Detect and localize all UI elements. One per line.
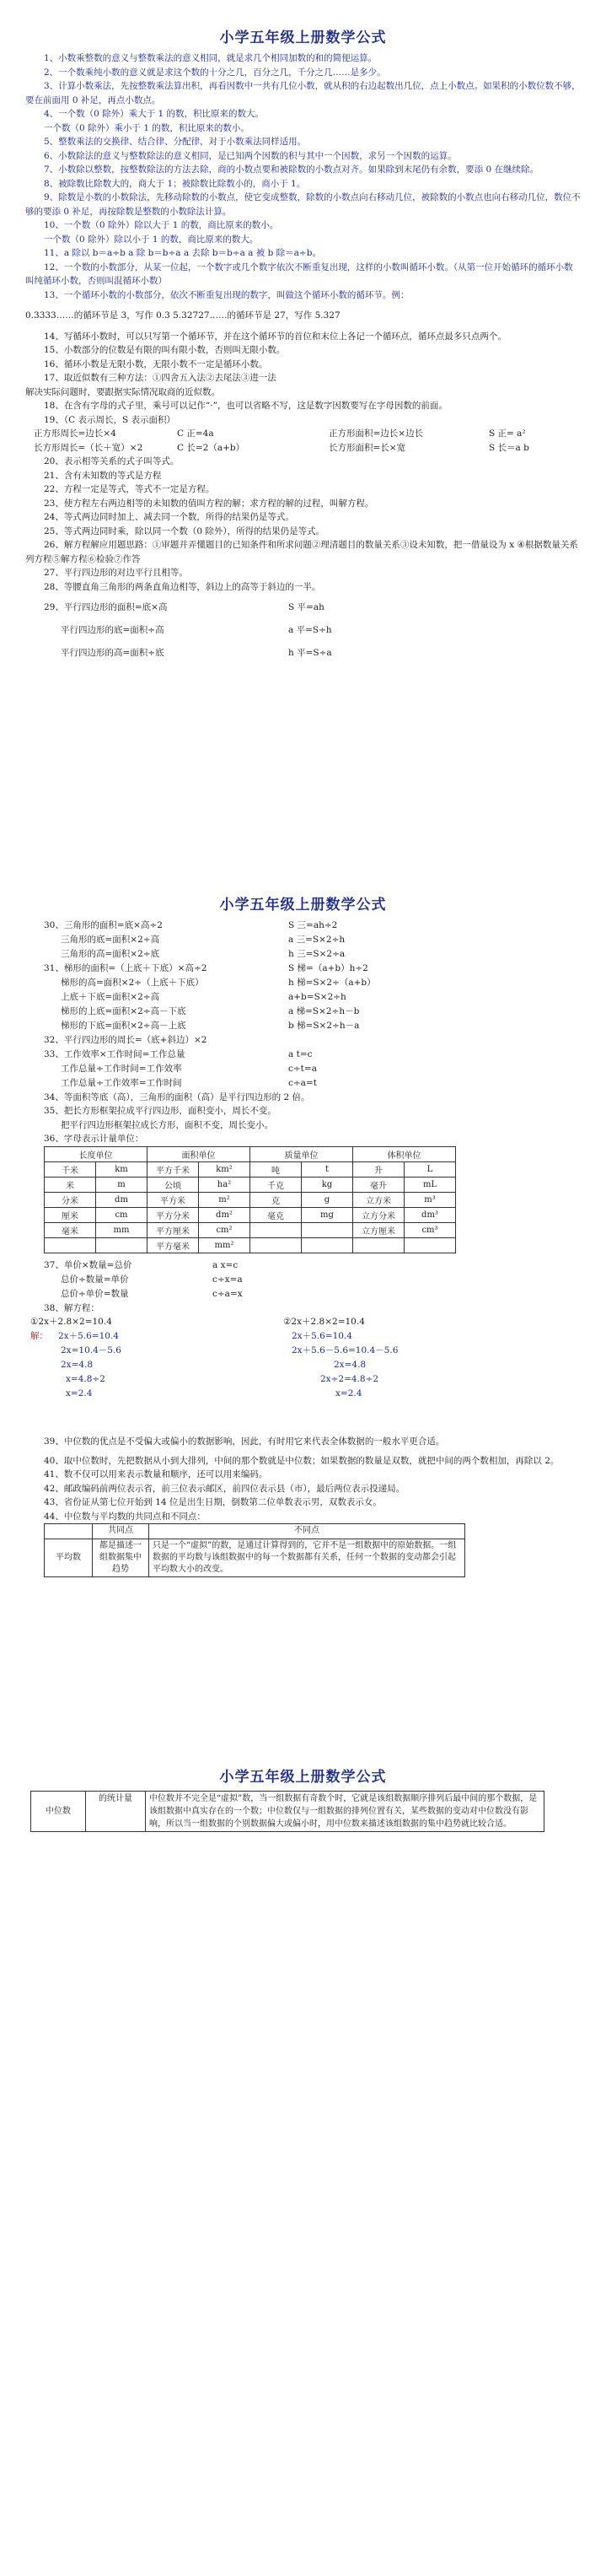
page-title: 小学五年级上册数学公式 bbox=[219, 1769, 387, 1786]
table-cell: mL bbox=[405, 1177, 456, 1192]
item-41: 41、数不仅可以用来表示数量和顺序，还可以用来编码。 bbox=[44, 1469, 268, 1479]
item-24: 24、等式两边同时加上、减去同一个数，所得的结果仍是等式。 bbox=[44, 512, 294, 522]
table-header: 体积单位 bbox=[353, 1146, 456, 1161]
item-27: 27、平行四边形的对边平行且相等。 bbox=[44, 568, 188, 578]
item-11: 11、a 除以 b＝a÷b a 除 b＝b÷a a 去除 b＝b÷a a 被 b 除＝a÷b。 bbox=[44, 248, 321, 258]
equation-step: 2x=4.8 bbox=[334, 1360, 367, 1370]
item-21: 21、含有未知数的等式是方程 bbox=[44, 470, 162, 481]
item-38: 38、解方程： bbox=[44, 1302, 99, 1313]
formula-text: c÷x=a bbox=[212, 1274, 243, 1285]
table-cell: 立方米 bbox=[353, 1192, 405, 1207]
item-1: 1、小数乘整数的意义与整数乘法的意义相同，就是求几个相同加数的和的简便运算。 bbox=[44, 53, 378, 63]
formula-row bbox=[0, 646, 606, 660]
table-cell: ha² bbox=[199, 1177, 250, 1192]
item-12: 12、一个数的小数部分，从某一位起，一个数字或几个数字依次不断重复出现，这样的小数叫循环小数。（从第一位开始循环的循环小数叫纯循环小数，否则叫混循环小数） bbox=[25, 261, 573, 286]
table-cell: cm bbox=[96, 1207, 147, 1222]
formula-text: 平行四边形的高=面积÷底 bbox=[61, 648, 164, 658]
formula-text: 三角形的高=面积×2÷底 bbox=[61, 949, 160, 959]
table-cell: 平方分米 bbox=[147, 1207, 199, 1222]
item-42: 42、邮政编码前两位表示省，前三位表示邮区，前四位表示县（市），最后两位表示投递局。 bbox=[44, 1483, 405, 1494]
formula-row bbox=[0, 990, 606, 1005]
formula-text: S 三=ah÷2 bbox=[288, 920, 338, 930]
table-cell: dm² bbox=[199, 1207, 250, 1222]
table-cell: cm³ bbox=[405, 1222, 456, 1237]
equation-step: 2x＋5.6=10.4 bbox=[58, 1331, 119, 1341]
formula-row bbox=[0, 933, 606, 947]
table-header: 长度单位 bbox=[45, 1146, 147, 1161]
table-cell bbox=[302, 1237, 353, 1253]
item-26: 26、解方程解应用题思路：①审题并弄懂题目的已知条件和所求问题②理清题目的数量关系③设未知数，把一借量设为 x ④根据数量关系列方程⑤解方程⑥检验⑦作答 bbox=[25, 540, 578, 564]
item-34: 34、等面积等底（高），三角形的面积（高）是平行四边形的 2 倍。 bbox=[44, 1091, 310, 1102]
table-cell: 立方厘米 bbox=[353, 1222, 405, 1237]
formula-text: S 梯=（a+b）h÷2 bbox=[288, 963, 368, 973]
item-22: 22、方程一定是等式，等式不一定是方程。 bbox=[44, 484, 215, 494]
formula-text: a+b=S×2÷h bbox=[288, 992, 346, 1002]
table-cell: 的统计量 bbox=[86, 1792, 146, 1832]
equation-solutions bbox=[0, 1315, 606, 1401]
table-header: 面积单位 bbox=[147, 1146, 250, 1161]
solution-label: 解： bbox=[30, 1331, 48, 1341]
item-23: 23、使方程左右两边相等的未知数的值叫方程的解；求方程的解的过程，叫解方程。 bbox=[44, 498, 374, 509]
table-row bbox=[45, 1177, 456, 1192]
formula-text: 29、平行四边形的面积=底×高 bbox=[44, 602, 168, 612]
formula-text: S 长＝a b bbox=[489, 442, 529, 453]
equation-step: 2x＋5.6－5.6=10.4－5.6 bbox=[292, 1345, 399, 1355]
formula-text: 总价÷数量=单价 bbox=[61, 1274, 129, 1285]
table-cell: 毫克 bbox=[250, 1207, 302, 1222]
formula-row bbox=[0, 947, 606, 962]
table-cell: 升 bbox=[353, 1161, 405, 1177]
formula-row bbox=[0, 919, 606, 933]
formula-text: h 平=S÷a bbox=[288, 648, 332, 658]
table-header-row bbox=[45, 1146, 456, 1161]
formula-text: a 平=S÷h bbox=[288, 625, 332, 635]
equation-step: 2x=10.4－5.6 bbox=[61, 1345, 121, 1355]
example-line: 0.3333……的循环节是 3，写作 0.3 5.32727……的循环节是 27，写作 5.327 bbox=[25, 310, 341, 321]
item-39: 39、中位数的优点是不受偏大或偏小的数据影响，因此，有时用它来代表全体数据的一般水平更合适。 bbox=[44, 1436, 445, 1447]
table-cell: 平方毫米 bbox=[147, 1237, 199, 1253]
formula-text: a t=c bbox=[288, 1048, 313, 1059]
equation-step: 2x＋5.6=10.4 bbox=[292, 1331, 352, 1341]
formula-text: 平行四边形的底=面积÷高 bbox=[61, 625, 164, 635]
table-header: 共同点 bbox=[93, 1524, 149, 1539]
formula-text: a x=c bbox=[212, 1259, 239, 1270]
item-2: 2、一个数乘纯小数的意义就是求这个数的十分之几，百分之几，千分之几……是多少。 bbox=[44, 67, 386, 78]
formula-row bbox=[0, 1076, 606, 1091]
formula-text: C 正=4a bbox=[177, 428, 214, 439]
formula-text: h 梯=S×2÷（a+b） bbox=[288, 978, 376, 988]
table-cell: dm bbox=[96, 1192, 147, 1207]
table-cell: 毫米 bbox=[45, 1222, 96, 1237]
formula-text: 工作总量÷工作效率=工作时间 bbox=[61, 1077, 182, 1088]
table-cell: g bbox=[302, 1192, 353, 1207]
table-cell: 米 bbox=[45, 1177, 96, 1192]
formula-text: 37、单价×数量=总价 bbox=[44, 1259, 132, 1270]
item-4: 4、一个数（0 除外）乘大于 1 的数，积比原来的数大。 bbox=[44, 109, 265, 119]
formula-row bbox=[0, 441, 606, 455]
table-cell: kg bbox=[302, 1177, 353, 1192]
item-5: 5、整数乘法的交换律、结合律、分配律，对于小数乘法同样适用。 bbox=[44, 137, 307, 147]
item-36: 36、字母表示计量单位： bbox=[44, 1134, 144, 1144]
table-cell bbox=[45, 1237, 96, 1253]
formula-row bbox=[0, 1273, 606, 1287]
formula-text: 梯形的上底=面积×2÷高－下底 bbox=[61, 1006, 186, 1016]
table-cell bbox=[405, 1237, 456, 1253]
equation-1 bbox=[30, 1315, 283, 1401]
formula-text: 长方形周长=（长＋宽）×2 bbox=[34, 442, 143, 453]
formula-text: 33、工作效率×工作时间=工作总量 bbox=[44, 1048, 185, 1059]
formula-row bbox=[0, 427, 606, 441]
formula-row bbox=[0, 1019, 606, 1033]
formula-text: 长方形面积=长×宽 bbox=[329, 442, 406, 453]
formula-text: S 正= a² bbox=[489, 428, 526, 439]
table-cell: 中位数并不完全是“虚拟”数，当一组数据有奇数个时，它就是该组数据顺序排列后最中间的那个数据，是该组数据中真实存在的一个数；中位数仅与一组数据的排列位置有关，某些数据的变动对中位数没有影响，所以当一组数据的个别数据偏大或偏小时，用中位数来描述该组数据的集中趋势就比较合适。 bbox=[146, 1792, 544, 1832]
table-row bbox=[45, 1192, 456, 1207]
table-cell: 克 bbox=[250, 1192, 302, 1207]
table-row bbox=[45, 1237, 456, 1253]
item-8: 8、被除数比除数大的，商大于 1；被除数比除数小的，商小于 1。 bbox=[44, 178, 306, 189]
item-13: 13、一个循环小数的小数部分，依次不断重复出现的数字，叫做这个循环小数的循环节。例： bbox=[44, 289, 410, 300]
formula-text: 正方形周长=边长×4 bbox=[34, 428, 116, 439]
table-header bbox=[45, 1524, 93, 1539]
item-17: 17、取近似数有三种方法：①四舍五入法②去尾法③进一法 bbox=[44, 373, 276, 383]
formula-text: C 长=2（a+b） bbox=[177, 442, 245, 453]
item-20: 20、表示相等关系的式子叫等式。 bbox=[44, 456, 180, 466]
table-cell: mg bbox=[302, 1207, 353, 1222]
formula-text: 梯形的下底=面积×2÷高－上底 bbox=[61, 1021, 186, 1031]
table-cell bbox=[250, 1222, 302, 1237]
table-header-row bbox=[45, 1524, 465, 1539]
formula-text: a 梯=S×2÷h－b bbox=[288, 1006, 360, 1016]
item-10b: 一个数（0 除外）除以小于 1 的数，商比原来的数大。 bbox=[44, 234, 259, 245]
table-cell: 千米 bbox=[45, 1161, 96, 1177]
table-cell: cm² bbox=[199, 1222, 250, 1237]
formula-text: 梯形的高=面积×2÷（上底＋下底） bbox=[61, 978, 204, 988]
item-9: 9、除数是小数的小数除法，先移动除数的小数点，使它变成整数，除数的小数点向右移动几位，被除数的小数点也向右移动几位，数位不够的要添 0 补足，再按除数是整数的小数除法计算。 bbox=[25, 192, 581, 217]
item-10: 10、一个数（0 除外）除以大于 1 的数，商比原来的数小。 bbox=[44, 220, 279, 230]
table-cell: 平均数 bbox=[45, 1539, 93, 1577]
item-15: 15、小数部分的位数是有限的叫有限小数，否则叫无限小数。 bbox=[44, 345, 286, 355]
item-6: 6、小数除法的意义与整数除法的意义相同，是已知两个因数的积与其中一个因数，求另一个因数的运算。 bbox=[44, 150, 457, 161]
formula-row bbox=[0, 1062, 606, 1076]
formula-text: c÷a=x bbox=[212, 1288, 243, 1299]
formula-text: 总价÷单价=数量 bbox=[61, 1288, 129, 1299]
table-cell: 平方千米 bbox=[147, 1161, 199, 1177]
formula-text: S 平=ah bbox=[288, 602, 324, 612]
item-16: 16、循环小数是无限小数，无限小数不一定是循环小数。 bbox=[44, 358, 268, 369]
equation-step: x=2.4 bbox=[335, 1388, 362, 1398]
equation-step: 2x=4.8 bbox=[61, 1360, 94, 1370]
formula-row bbox=[0, 1048, 606, 1062]
formula-row bbox=[0, 601, 606, 615]
item-44: 44、中位数与平均数的共同点和不同点： bbox=[44, 1511, 206, 1522]
formula-row bbox=[0, 623, 606, 638]
table-cell: 立方分米 bbox=[353, 1207, 405, 1222]
table-cell: mm² bbox=[199, 1237, 250, 1253]
table-cell: 平方厘米 bbox=[147, 1222, 199, 1237]
table-cell: km bbox=[96, 1161, 147, 1177]
table-cell: 千克 bbox=[250, 1177, 302, 1192]
table-cell: L bbox=[405, 1161, 456, 1177]
formula-row bbox=[0, 962, 606, 976]
table-row bbox=[45, 1539, 465, 1577]
item-3: 3、计算小数乘法，先按整数乘法算出积，再看因数中一共有几位小数，就从积的右边起数出几位，点上小数点。如果积的小数位数不够，要在前面用 0 补足，再点小数点。 bbox=[25, 81, 581, 105]
formula-text: 三角形的底=面积×2÷高 bbox=[61, 935, 160, 945]
equation-step: 2x÷2=4.8÷2 bbox=[320, 1374, 379, 1384]
table-cell: 吨 bbox=[250, 1161, 302, 1177]
item-18: 18、在含有字母的式子里，乘号可以记作“·”，也可以省略不写，这是数字因数要写在字母因数的前面。 bbox=[44, 401, 448, 411]
item-14: 14、写循环小数时，可以只写第一个循环节，并在这个循环节的首位和末位上各记一个循环点，循环点最多只点两个。 bbox=[44, 331, 507, 342]
item-28: 28、等腰直角三角形的两条直角边相等，斜边上的高等于斜边的一半。 bbox=[44, 581, 321, 592]
table-cell: 公顷 bbox=[147, 1177, 199, 1192]
formula-row bbox=[0, 1258, 606, 1273]
formula-text: c÷t=a bbox=[288, 1063, 317, 1074]
formula-text: h 三=S×2÷a bbox=[288, 949, 346, 959]
equation-question: ①2x＋2.8×2=10.4 bbox=[30, 1317, 112, 1327]
item-35: 35、把长方形框架拉成平行四边形，面积变小，周长不变。 bbox=[44, 1106, 276, 1116]
equation-step: x=4.8÷2 bbox=[66, 1374, 105, 1384]
equation-question: ②2x＋2.8×2=10.4 bbox=[283, 1317, 365, 1327]
units-table-body bbox=[45, 1161, 456, 1253]
table-cell: 平方米 bbox=[147, 1192, 199, 1207]
formula-text: 上底＋下底=面积×2÷高 bbox=[61, 992, 160, 1002]
formula-text: a 三=S×2÷h bbox=[288, 935, 346, 945]
page-1 bbox=[0, 25, 606, 660]
table-cell: 中位数 bbox=[31, 1792, 86, 1832]
table-cell bbox=[250, 1237, 302, 1253]
table-cell: km² bbox=[199, 1161, 250, 1177]
item-32: 32、平行四边形的周长=（底+斜边）×2 bbox=[44, 1035, 207, 1045]
page-2 bbox=[0, 892, 606, 1577]
formula-row bbox=[0, 1005, 606, 1019]
formula-row bbox=[0, 1287, 606, 1301]
table-cell bbox=[353, 1237, 405, 1253]
table-cell: m² bbox=[199, 1192, 250, 1207]
table-cell: dm³ bbox=[405, 1207, 456, 1222]
table-header: 质量单位 bbox=[250, 1146, 353, 1161]
item-43: 43、省份证从第七位开始到 14 位是出生日期，倒数第二位单数表示男，双数表示女。 bbox=[44, 1497, 382, 1507]
formula-text: c÷a=t bbox=[288, 1077, 317, 1088]
formula-text: 30、三角形的面积=底×高÷2 bbox=[44, 920, 163, 930]
table-cell bbox=[302, 1222, 353, 1237]
item-35b: 把平行四边形框架拉成长方形，面积不变，周长变小。 bbox=[61, 1119, 273, 1130]
item-19: 19、（C 表示周长，S 表示面积） bbox=[44, 414, 176, 425]
equation-2 bbox=[283, 1315, 536, 1401]
formula-text: 31、梯形的面积=（上底＋下底）×高÷2 bbox=[44, 963, 207, 973]
table-cell: m bbox=[96, 1177, 147, 1192]
table-header: 不同点 bbox=[149, 1524, 465, 1539]
table-cell: m³ bbox=[405, 1192, 456, 1207]
page-title: 小学五年级上册数学公式 bbox=[219, 30, 387, 46]
item-17b: 解决实际问题时，要跟据实际情况取商的近似数。 bbox=[25, 386, 220, 397]
table-cell: 分米 bbox=[45, 1192, 96, 1207]
formula-text: 工作总量÷工作时间=工作效率 bbox=[61, 1063, 182, 1074]
table-row bbox=[45, 1161, 456, 1177]
formula-text: 正方形面积=边长×边长 bbox=[329, 428, 424, 439]
table-cell: 毫升 bbox=[353, 1177, 405, 1192]
item-4b: 一个数（0 除外）乘小于 1 的数，积比原来的数小。 bbox=[44, 122, 249, 133]
table-cell bbox=[96, 1237, 147, 1253]
table-row bbox=[45, 1222, 456, 1237]
table-cell: 只是一个“虚拟”的数，是通过计算得到的，它并不是一组数据中的原始数据。一组数据的平均数与该组数据中的每一个数据都有关系，任何一个数据的变动都会引起平均数大小的改变。 bbox=[149, 1539, 465, 1577]
table-cell: 厘米 bbox=[45, 1207, 96, 1222]
table-cell: t bbox=[302, 1161, 353, 1177]
page-3 bbox=[0, 1765, 606, 1832]
table-cell: mm bbox=[96, 1222, 147, 1237]
item-25: 25、等式两边同时乘，除以同一个数（0 除外），所得的结果仍是等式。 bbox=[44, 525, 325, 536]
page-title: 小学五年级上册数学公式 bbox=[219, 897, 387, 913]
comparison-table bbox=[44, 1523, 465, 1577]
item-7: 7、小数除以整数，按整数除法的方法去除，商的小数点要和被除数的小数点对齐。如果除到末尾仍有余数，要添 0 在继续除。 bbox=[44, 164, 539, 175]
table-row bbox=[31, 1792, 544, 1832]
table-row bbox=[45, 1207, 456, 1222]
units-table bbox=[44, 1146, 456, 1253]
formula-text: b 梯=S×2÷h－a bbox=[288, 1021, 360, 1031]
equation-step: x=2.4 bbox=[66, 1388, 93, 1398]
formula-row bbox=[0, 976, 606, 990]
comparison-table-continued bbox=[30, 1791, 544, 1832]
table-cell: 都是描述一组数据集中趋势 bbox=[93, 1539, 149, 1577]
item-40: 40、取中位数时，先把数据从小到大排列，中间的那个数就是中位数；如果数据的数量是双数，就把中间的两个数相加，再除以 2。 bbox=[44, 1455, 560, 1466]
